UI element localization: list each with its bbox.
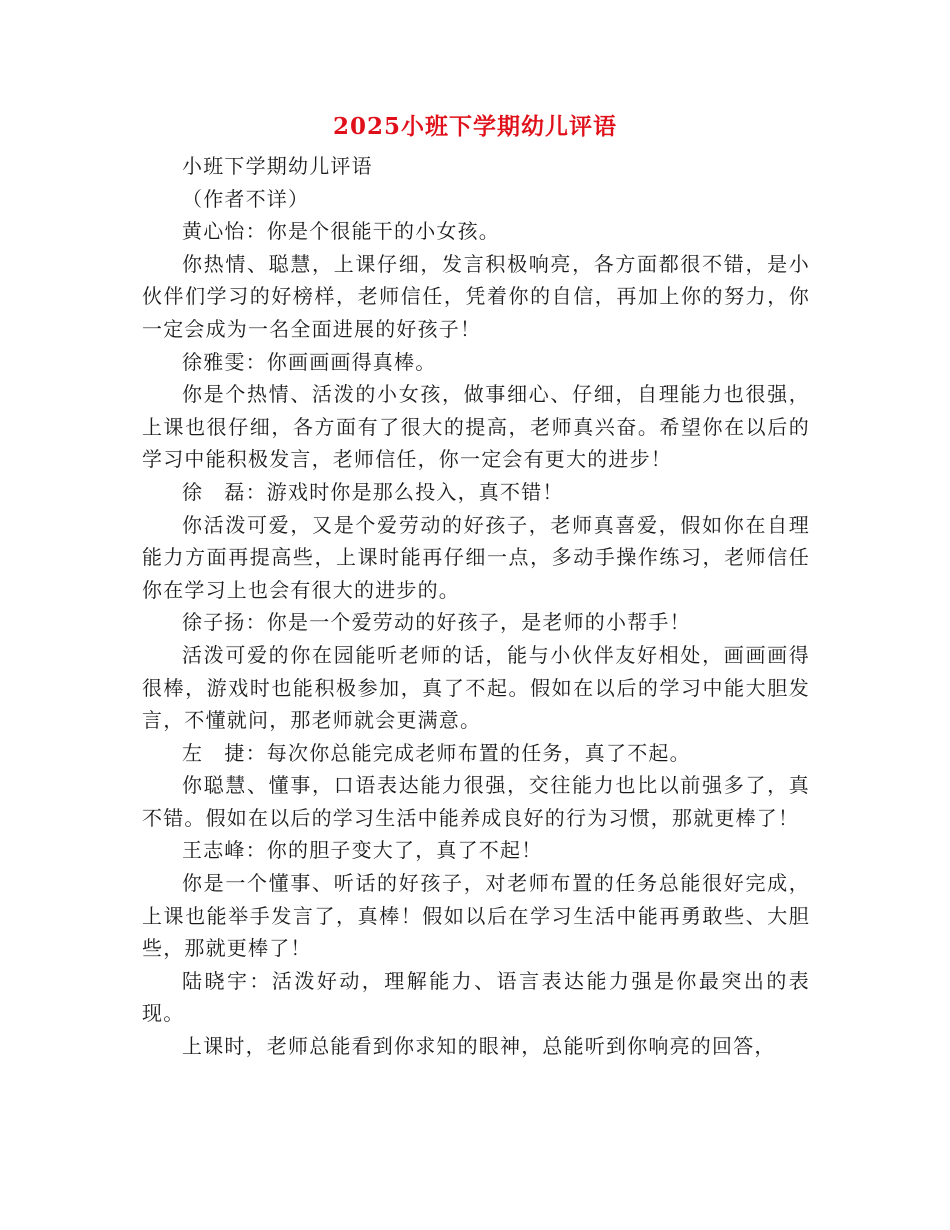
paragraph-comment-heading: 徐雅雯：你画画画得真棒。 [182,349,437,374]
paragraph-comment-body: 你聪慧、懂事，口语表达能力很强，交往能力也比以前强多了，真不错。假如在以后的学习生活中能养成良好的行为习惯，那就更棒了！ [142,773,810,830]
paragraph-comment-heading: 徐子扬：你是一个爱劳动的好孩子，是老师的小帮手！ [182,610,691,635]
paragraph-comment-body: 你是个热情、活泼的小女孩，做事细心、仔细，自理能力也很强，上课也很仔细，各方面有了很大的提高，老师真兴奋。希望你在以后的学习中能积极发言，老师信任，你一定会有更大的进步！ [142,382,810,472]
paragraph-comment-heading: 黄心怡：你是个很能干的小女孩。 [182,219,500,244]
paragraph-author: （作者不详） [182,186,310,211]
paragraph-comment-heading: 左 捷：每次你总能完成老师布置的任务，真了不起。 [182,740,691,765]
paragraph-comment-heading: 陆晓宇：活泼好动，理解能力、语言表达能力强是你最突出的表现。 [142,968,810,1026]
paragraph-comment-heading: 徐 磊：游戏时你是那么投入，真不错！ [182,479,564,504]
document-body [142,150,810,1063]
paragraph-comment-heading: 王志峰：你的胆子变大了，真了不起！ [182,838,543,863]
paragraph-subtitle: 小班下学期幼儿评语 [182,154,373,178]
paragraph-comment-body: 活泼可爱的你在园能听老师的话，能与小伙伴友好相处，画画画得很棒，游戏时也能积极参加，真了不起。假如在以后的学习中能大胆发言，不懂就问，那老师就会更满意。 [142,642,810,733]
paragraph-comment-body: 你是一个懂事、听话的好孩子，对老师布置的任务总能很好完成，上课也能举手发言了，真棒！假如以后在学习生活中能再勇敢些、大胆些，那就更棒了！ [142,871,810,961]
paragraph-comment-body: 你活泼可爱，又是个爱劳动的好孩子，老师真喜爱，假如你在自理能力方面再提高些，上课时能再仔细一点，多动手操作练习，老师信任你在学习上也会有很大的进步的。 [142,512,810,602]
paragraph-comment-body: 上课时，老师总能看到你求知的眼神，总能听到你响亮的回答， [182,1034,776,1059]
document-title: 2025小班下学期幼儿评语 [332,113,617,140]
paragraph-comment-body: 你热情、聪慧，上课仔细，发言积极响亮，各方面都很不错，是小伙伴们学习的好榜样，老师信任，凭着你的自信，再加上你的努力，你一定会成为一名全面进展的好孩子！ [142,251,810,341]
